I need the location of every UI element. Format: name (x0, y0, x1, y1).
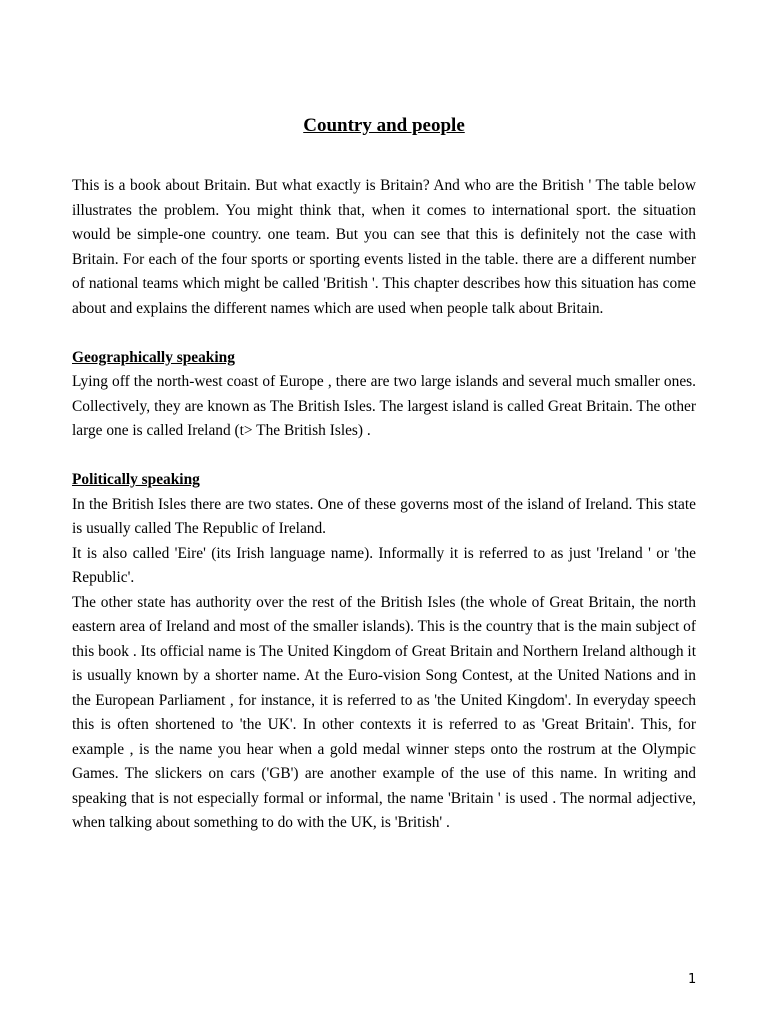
paragraph-spacer (72, 321, 696, 346)
politics-paragraph-1: In the British Isles there are two states. One of these governs most of the island of Ireland. This state is usually called The Republic of Ireland. (72, 495, 696, 537)
politics-paragraph-2: It is also called 'Eire' (its Irish language name). Informally it is referred to as just 'Ireland ' or 'the Republic'. (72, 544, 696, 586)
politics-paragraph-3: The other state has authority over the rest of the British Isles (the whole of Great Britain, the north eastern area of Ireland and most of the smaller islands). This is the country that is the main subject of this book . Its official name is The United Kingdom of Great Britain and Northern Ireland although it is usually known by a shorter name. At the Euro-vision Song Contest, at the United Nations and in the European Parliament , for instance, it is referred to as 'the United Kingdom'. In everyday speech this is often shortened to 'the UK'. In other contexts it is referred to as 'Great Britain'. This, for example , is the name you hear when a gold medal winner steps onto the rostrum at the Olympic Games. The slickers on cars ('GB') are another example of the use of this name. In writing and speaking that is not especially formal or informal, the name 'Britain ' is used . The normal adjective, when talking about something to do with the UK, is 'British' . (72, 593, 696, 831)
section-heading-geography: Geographically speaking (72, 348, 235, 366)
page-title: Country and people (303, 115, 465, 136)
paragraph-spacer (72, 444, 696, 469)
page-number: 1 (688, 972, 697, 987)
geography-paragraph: Lying off the north-west coast of Europe , there are two large islands and several much smaller ones. Collectively, they are known as The British Isles. The largest island is called Great Britain. The other large one is called Ireland (t> The British Isles) . (72, 373, 696, 439)
section-heading-politics: Politically speaking (72, 471, 200, 488)
document-body (72, 174, 696, 836)
intro-paragraph: This is a book about Britain. But what exactly is Britain? And who are the British ' The table below illustrates the problem. You might think that, when it comes to international sport. the situation would be simple-one country. one team. But you can see that this is definitely not the case with Britain. For each of the four sports or sporting events listed in the table. there are a different number of national teams which might be called 'British '. This chapter describes how this situation has come about and explains the different names which are used when people talk about Britain. (72, 177, 696, 317)
